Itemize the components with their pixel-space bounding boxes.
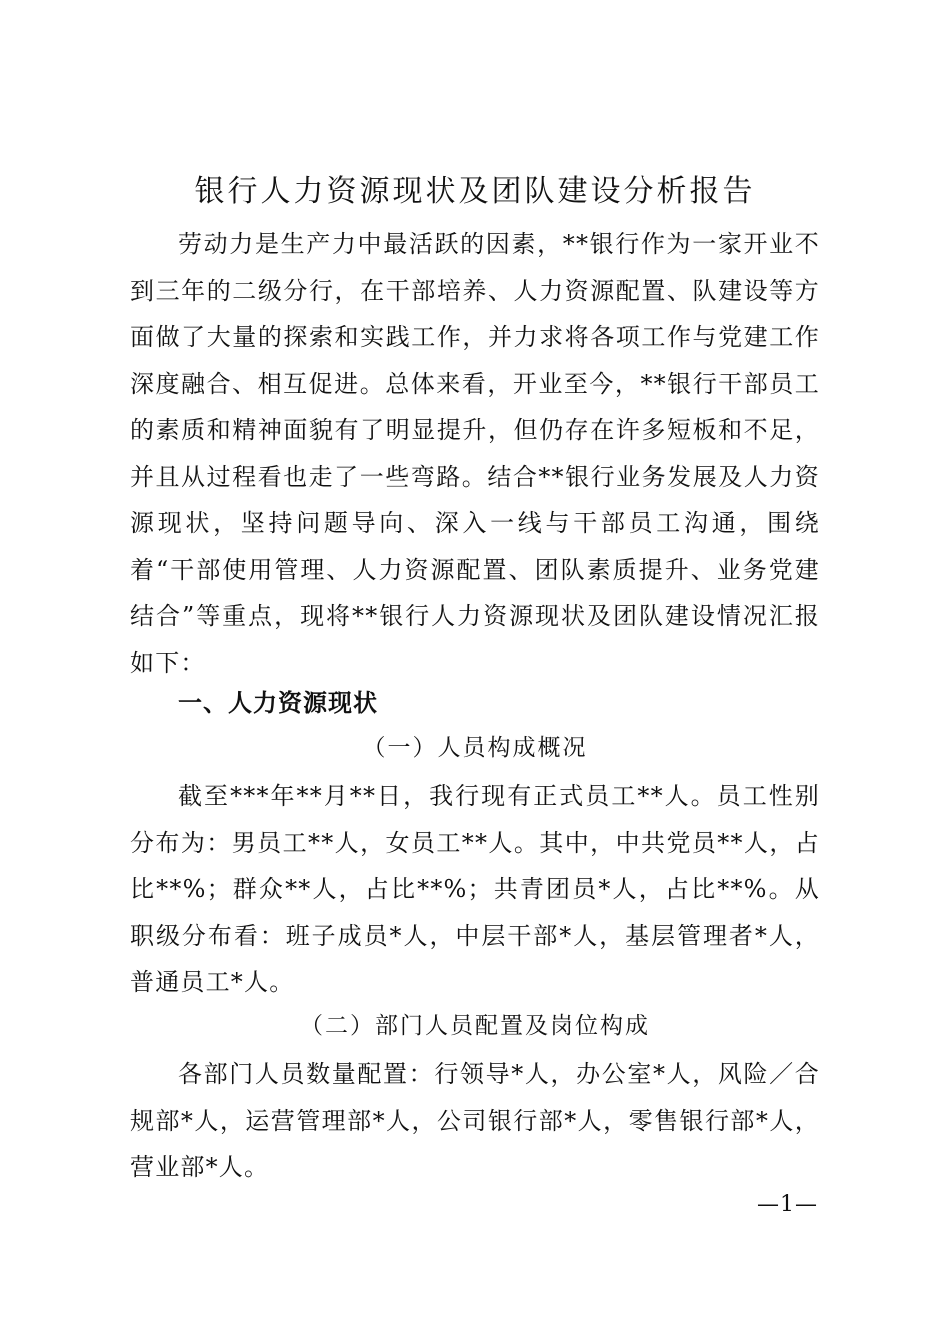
subsection-2-paragraph: 各部门人员数量配置：行领导*人，办公室*人，风险／合规部*人，运营管理部*人，公司银行部*人，零售银行部*人，营业部*人。 bbox=[130, 1060, 820, 1181]
intro-block bbox=[130, 221, 820, 686]
subsection-1 bbox=[130, 726, 820, 770]
subsection-1-heading: （一）人员构成概况 bbox=[362, 735, 588, 761]
subsection-1-paragraph: 截至***年**月**日，我行现有正式员工**人。员工性别分布为：男员工**人，女员工**人。其中，中共党员**人，占比**%；群众**人，占比**%；共青团员*人，占比**%。从职级分布看：班子成员*人，中层干部*人，基层管理者*人，普通员工*人。 bbox=[130, 782, 820, 996]
subsection-2-heading: （二）部门人员配置及岗位构成 bbox=[300, 1013, 650, 1039]
intro-paragraph: 劳动力是生产力中最活跃的因素，**银行作为一家开业不到三年的二级分行，在干部培养、人力资源配置、队建设等方面做了大量的探索和实践工作，并力求将各项工作与党建工作深度融合、相互促进。总体来看，开业至今，**银行干部员工的素质和精神面貌有了明显提升，但仍存在许多短板和不足，并且从过程看也走了一些弯路。结合**银行业务发展及人力资源现状，坚持问题导向、深入一线与干部员工沟通，围绕着“干部使用管理、人力资源配置、团队素质提升、业务党建结合”等重点，现将**银行人力资源现状及团队建设情况汇报如下： bbox=[130, 230, 820, 677]
page-number: —1— bbox=[757, 1192, 818, 1217]
subsection-2-body bbox=[130, 1051, 820, 1191]
subsection-2 bbox=[130, 1004, 820, 1048]
document-title: 银行人力资源现状及团队建设分析报告 bbox=[194, 174, 756, 209]
section-1-heading: 一、人力资源现状 bbox=[178, 689, 378, 717]
section-1 bbox=[130, 681, 820, 725]
subsection-1-body bbox=[130, 773, 820, 1006]
